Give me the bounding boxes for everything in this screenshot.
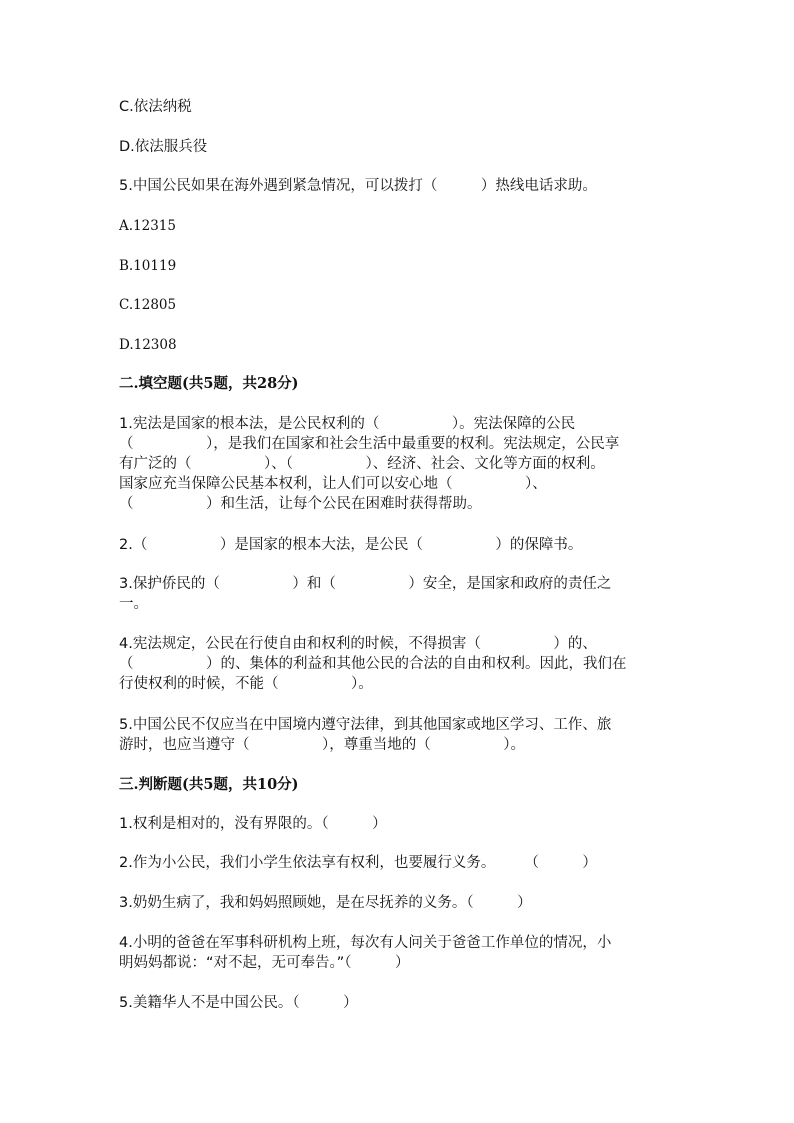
fill-q1-line-4: 国家应充当保障公民基本权利，让人们可以安心地（ ）、 [119, 476, 547, 492]
section-heading-fill: 二.填空题(共5题，共28分) [119, 375, 299, 392]
option-c: C.依法纳税 [119, 99, 192, 115]
fill-q2-line-1: 2.（ ）是国家的根本大法，是公民（ ）的保障书。 [119, 537, 583, 553]
question-5-stem: 5.中国公民如果在海外遇到紧急情况，可以拨打（ ）热线电话求助。 [119, 178, 597, 194]
fill-q4-line-2: （ ）的、集体的利益和其他公民的合法的自由和权利。因此，我们在 [119, 656, 627, 672]
fill-q4-line-1: 4.宪法规定，公民在行使自由和权利的时候，不得损害（ ）的、 [119, 636, 597, 652]
option-a: A.12315 [119, 218, 176, 234]
option-c: C.12805 [119, 297, 177, 313]
judge-q4-line-1: 4.小明的爸爸在军事科研机构上班，每次有人问关于爸爸工作单位的情况，小 [119, 935, 612, 951]
fill-q1-line-2: （ ），是我们在国家和社会生活中最重要的权利。宪法规定，公民享 [119, 436, 620, 452]
judge-q4-line-2: 明妈妈都说：“对不起，无可奉告。”（ ） [119, 955, 410, 971]
judge-q1: 1.权利是相对的，没有界限的。（ ） [119, 816, 387, 832]
fill-q1-line-3: 有广泛的（ ）、（ ）、经济、社会、文化等方面的权利。 [119, 456, 605, 472]
fill-q1-line-5: （ ）和生活，让每个公民在困难时获得帮助。 [119, 496, 482, 512]
option-b: B.10119 [119, 258, 177, 274]
fill-q4-line-3: 行使权利的时候，不能（ ）。 [119, 676, 373, 692]
option-d: D.依法服兵役 [119, 139, 208, 155]
fill-q5-line-2: 游时，也应当遵守（ ），尊重当地的（ ）。 [119, 737, 525, 753]
fill-q1-line-1: 1.宪法是国家的根本法，是公民权利的（ ）。宪法保障的公民 [119, 416, 576, 432]
fill-q5-line-1: 5.中国公民不仅应当在中国境内遵守法律，到其他国家或地区学习、工作、旅 [119, 717, 612, 733]
option-d: D.12308 [119, 337, 177, 353]
fill-q3-line-1: 3.保护侨民的（ ）和（ ）安全，是国家和政府的责任之 [119, 576, 612, 592]
fill-q3-line-2: 一。 [119, 596, 148, 612]
judge-q2: 2.作为小公民，我们小学生依法享有权利，也要履行义务。 （ ） [119, 855, 597, 871]
section-heading-judge: 三.判断题(共5题，共10分) [119, 776, 299, 793]
judge-q3: 3.奶奶生病了，我和妈妈照顾她，是在尽抚养的义务。（ ） [119, 895, 532, 911]
judge-q5: 5.美籍华人不是中国公民。（ ） [119, 995, 358, 1011]
